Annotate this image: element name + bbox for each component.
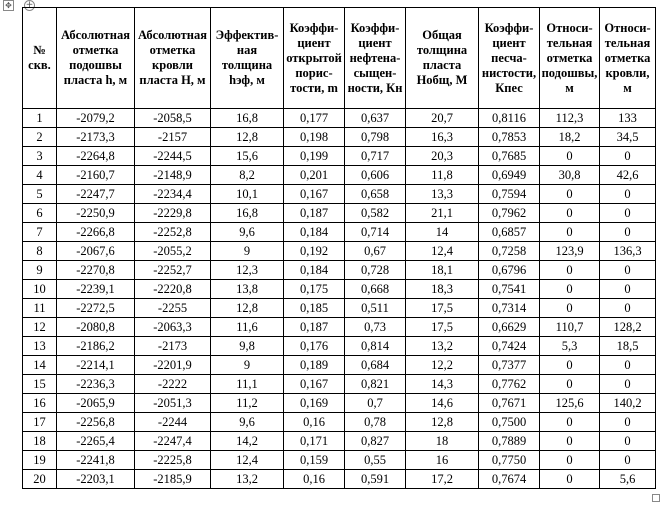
cell-total-thickness: 14	[406, 223, 479, 242]
cell-top-rel-mark: 0	[600, 299, 656, 318]
cell-effective-thickness: 9,6	[211, 413, 284, 432]
cell-sandiness: 0,7500	[479, 413, 540, 432]
cell-bottom-abs-mark: -2241,8	[57, 451, 135, 470]
cell-porosity: 0,187	[284, 204, 345, 223]
header-bottom-rel-mark: Относи-тельная отметка подошвы, м	[540, 8, 600, 109]
header-total-thickness: Общая толщина пласта Нобщ, М	[406, 8, 479, 109]
cell-top-rel-mark: 34,5	[600, 128, 656, 147]
cell-effective-thickness: 9	[211, 356, 284, 375]
cell-sandiness: 0,7750	[479, 451, 540, 470]
cell-sandiness: 0,7762	[479, 375, 540, 394]
cell-sandiness: 0,7962	[479, 204, 540, 223]
cell-total-thickness: 16	[406, 451, 479, 470]
cell-total-thickness: 12,4	[406, 242, 479, 261]
cell-effective-thickness: 10,1	[211, 185, 284, 204]
cell-porosity: 0,16	[284, 470, 345, 489]
table-row	[23, 356, 656, 375]
cell-porosity: 0,167	[284, 185, 345, 204]
cell-bottom-rel-mark: 0	[540, 261, 600, 280]
cell-sandiness: 0,7424	[479, 337, 540, 356]
cell-well-number: 3	[23, 147, 57, 166]
cell-bottom-abs-mark: -2067,6	[57, 242, 135, 261]
cell-oil-saturation: 0,714	[345, 223, 406, 242]
cell-oil-saturation: 0,684	[345, 356, 406, 375]
table-row	[23, 185, 656, 204]
cell-total-thickness: 12,2	[406, 356, 479, 375]
cell-porosity: 0,192	[284, 242, 345, 261]
cell-bottom-rel-mark: 0	[540, 280, 600, 299]
cell-well-number: 7	[23, 223, 57, 242]
cell-top-rel-mark: 0	[600, 147, 656, 166]
cell-bottom-abs-mark: -2214,1	[57, 356, 135, 375]
cell-top-rel-mark: 133	[600, 109, 656, 128]
cell-bottom-rel-mark: 0	[540, 356, 600, 375]
cell-effective-thickness: 11,2	[211, 394, 284, 413]
cell-total-thickness: 13,2	[406, 337, 479, 356]
cell-well-number: 12	[23, 318, 57, 337]
table-row	[23, 413, 656, 432]
cell-effective-thickness: 9	[211, 242, 284, 261]
cell-porosity: 0,189	[284, 356, 345, 375]
cell-bottom-abs-mark: -2186,2	[57, 337, 135, 356]
cell-bottom-abs-mark: -2266,8	[57, 223, 135, 242]
cell-bottom-rel-mark: 0	[540, 204, 600, 223]
table-row	[23, 261, 656, 280]
cell-bottom-abs-mark: -2079,2	[57, 109, 135, 128]
cell-effective-thickness: 16,8	[211, 204, 284, 223]
cell-effective-thickness: 12,3	[211, 261, 284, 280]
cell-total-thickness: 21,1	[406, 204, 479, 223]
cell-bottom-rel-mark: 123,9	[540, 242, 600, 261]
cell-bottom-rel-mark: 0	[540, 299, 600, 318]
cell-top-abs-mark: -2225,8	[135, 451, 211, 470]
cell-well-number: 10	[23, 280, 57, 299]
cell-top-rel-mark: 0	[600, 185, 656, 204]
cell-sandiness: 0,7314	[479, 299, 540, 318]
cell-total-thickness: 12,8	[406, 413, 479, 432]
cell-total-thickness: 14,6	[406, 394, 479, 413]
cell-well-number: 18	[23, 432, 57, 451]
header-top-abs-mark: Абсолютная отметка кровли пласта H, м	[135, 8, 211, 109]
header-well-number: № скв.	[23, 8, 57, 109]
cell-top-rel-mark: 140,2	[600, 394, 656, 413]
cell-bottom-abs-mark: -2270,8	[57, 261, 135, 280]
cell-bottom-rel-mark: 0	[540, 413, 600, 432]
cell-oil-saturation: 0,637	[345, 109, 406, 128]
cell-porosity: 0,184	[284, 223, 345, 242]
cell-effective-thickness: 12,4	[211, 451, 284, 470]
cell-oil-saturation: 0,55	[345, 451, 406, 470]
table-row	[23, 147, 656, 166]
table-row	[23, 318, 656, 337]
cell-top-rel-mark: 0	[600, 451, 656, 470]
cell-oil-saturation: 0,73	[345, 318, 406, 337]
cell-bottom-abs-mark: -2160,7	[57, 166, 135, 185]
cell-bottom-abs-mark: -2080,8	[57, 318, 135, 337]
cell-porosity: 0,171	[284, 432, 345, 451]
cell-top-abs-mark: -2058,5	[135, 109, 211, 128]
cell-top-abs-mark: -2220,8	[135, 280, 211, 299]
table-row	[23, 337, 656, 356]
cell-bottom-rel-mark: 0	[540, 185, 600, 204]
cell-top-rel-mark: 0	[600, 261, 656, 280]
cell-sandiness: 0,6796	[479, 261, 540, 280]
cell-well-number: 17	[23, 413, 57, 432]
cell-oil-saturation: 0,827	[345, 432, 406, 451]
cell-bottom-abs-mark: -2247,7	[57, 185, 135, 204]
cell-porosity: 0,184	[284, 261, 345, 280]
cell-sandiness: 0,6949	[479, 166, 540, 185]
cell-bottom-abs-mark: -2264,8	[57, 147, 135, 166]
cell-bottom-rel-mark: 112,3	[540, 109, 600, 128]
table-row	[23, 128, 656, 147]
table-body	[23, 109, 656, 489]
cell-bottom-rel-mark: 0	[540, 223, 600, 242]
cell-sandiness: 0,8116	[479, 109, 540, 128]
cell-porosity: 0,176	[284, 337, 345, 356]
cell-bottom-rel-mark: 0	[540, 375, 600, 394]
cell-well-number: 13	[23, 337, 57, 356]
cell-total-thickness: 18	[406, 432, 479, 451]
cell-top-abs-mark: -2252,8	[135, 223, 211, 242]
cell-porosity: 0,201	[284, 166, 345, 185]
cell-porosity: 0,199	[284, 147, 345, 166]
table-move-handle-icon[interactable]: ✥	[3, 0, 14, 11]
cell-top-abs-mark: -2234,4	[135, 185, 211, 204]
cell-bottom-rel-mark: 18,2	[540, 128, 600, 147]
cell-sandiness: 0,6857	[479, 223, 540, 242]
cell-top-abs-mark: -2157	[135, 128, 211, 147]
add-column-plus-icon[interactable]: +	[25, 0, 34, 10]
cell-oil-saturation: 0,668	[345, 280, 406, 299]
cell-top-rel-mark: 0	[600, 432, 656, 451]
cell-top-abs-mark: -2255	[135, 299, 211, 318]
cell-well-number: 1	[23, 109, 57, 128]
cell-bottom-abs-mark: -2239,1	[57, 280, 135, 299]
cell-sandiness: 0,7541	[479, 280, 540, 299]
cell-effective-thickness: 13,8	[211, 280, 284, 299]
table-row	[23, 280, 656, 299]
cell-oil-saturation: 0,67	[345, 242, 406, 261]
cell-sandiness: 0,7594	[479, 185, 540, 204]
cell-top-rel-mark: 0	[600, 356, 656, 375]
cell-total-thickness: 17,5	[406, 318, 479, 337]
header-effective-thickness: Эффектив-ная толщина hэф, м	[211, 8, 284, 109]
table-row	[23, 394, 656, 413]
cell-sandiness: 0,7889	[479, 432, 540, 451]
cell-top-abs-mark: -2051,3	[135, 394, 211, 413]
cell-bottom-rel-mark: 0	[540, 147, 600, 166]
header-top-rel-mark: Относи-тельная отметка кровли, м	[600, 8, 656, 109]
cell-oil-saturation: 0,717	[345, 147, 406, 166]
cell-porosity: 0,177	[284, 109, 345, 128]
cell-total-thickness: 11,8	[406, 166, 479, 185]
cell-top-abs-mark: -2244	[135, 413, 211, 432]
cell-effective-thickness: 9,8	[211, 337, 284, 356]
cell-porosity: 0,187	[284, 318, 345, 337]
cell-bottom-rel-mark: 30,8	[540, 166, 600, 185]
cell-oil-saturation: 0,78	[345, 413, 406, 432]
cell-bottom-rel-mark: 125,6	[540, 394, 600, 413]
cell-well-number: 9	[23, 261, 57, 280]
cell-well-number: 15	[23, 375, 57, 394]
cell-oil-saturation: 0,658	[345, 185, 406, 204]
cell-well-number: 20	[23, 470, 57, 489]
cell-oil-saturation: 0,821	[345, 375, 406, 394]
cell-sandiness: 0,6629	[479, 318, 540, 337]
cell-well-number: 2	[23, 128, 57, 147]
cell-oil-saturation: 0,582	[345, 204, 406, 223]
cell-top-rel-mark: 0	[600, 375, 656, 394]
cell-well-number: 16	[23, 394, 57, 413]
cell-total-thickness: 17,5	[406, 299, 479, 318]
cell-effective-thickness: 11,6	[211, 318, 284, 337]
header-porosity-coef: Коэффи-циент открытой порис-тости, m	[284, 8, 345, 109]
cell-oil-saturation: 0,7	[345, 394, 406, 413]
table-resize-handle-icon[interactable]	[652, 494, 660, 502]
cell-top-rel-mark: 0	[600, 204, 656, 223]
cell-top-abs-mark: -2222	[135, 375, 211, 394]
cell-effective-thickness: 14,2	[211, 432, 284, 451]
cell-total-thickness: 18,1	[406, 261, 479, 280]
cell-top-rel-mark: 18,5	[600, 337, 656, 356]
cell-sandiness: 0,7671	[479, 394, 540, 413]
table-row	[23, 242, 656, 261]
cell-total-thickness: 18,3	[406, 280, 479, 299]
cell-oil-saturation: 0,728	[345, 261, 406, 280]
cell-total-thickness: 17,2	[406, 470, 479, 489]
table-row	[23, 109, 656, 128]
table-row	[23, 166, 656, 185]
cell-top-abs-mark: -2247,4	[135, 432, 211, 451]
cell-effective-thickness: 15,6	[211, 147, 284, 166]
cell-top-rel-mark: 0	[600, 280, 656, 299]
cell-total-thickness: 20,7	[406, 109, 479, 128]
table-row	[23, 432, 656, 451]
table-row	[23, 299, 656, 318]
cell-top-abs-mark: -2185,9	[135, 470, 211, 489]
cell-porosity: 0,175	[284, 280, 345, 299]
cell-sandiness: 0,7258	[479, 242, 540, 261]
cell-effective-thickness: 12,8	[211, 299, 284, 318]
cell-effective-thickness: 9,6	[211, 223, 284, 242]
cell-oil-saturation: 0,798	[345, 128, 406, 147]
cell-total-thickness: 14,3	[406, 375, 479, 394]
cell-top-abs-mark: -2201,9	[135, 356, 211, 375]
cell-top-abs-mark: -2252,7	[135, 261, 211, 280]
cell-top-rel-mark: 5,6	[600, 470, 656, 489]
cell-well-number: 19	[23, 451, 57, 470]
table-row	[23, 223, 656, 242]
cell-porosity: 0,159	[284, 451, 345, 470]
table-row	[23, 451, 656, 470]
cell-top-rel-mark: 0	[600, 223, 656, 242]
table-row	[23, 204, 656, 223]
cell-well-number: 4	[23, 166, 57, 185]
cell-total-thickness: 16,3	[406, 128, 479, 147]
cell-bottom-abs-mark: -2203,1	[57, 470, 135, 489]
cell-bottom-rel-mark: 0	[540, 451, 600, 470]
cell-porosity: 0,198	[284, 128, 345, 147]
cell-bottom-rel-mark: 0	[540, 432, 600, 451]
cell-sandiness: 0,7853	[479, 128, 540, 147]
cell-bottom-abs-mark: -2250,9	[57, 204, 135, 223]
cell-oil-saturation: 0,814	[345, 337, 406, 356]
header-oil-saturation-coef: Коэффи-циент нефтена-сыщен-ности, Кн	[345, 8, 406, 109]
cell-well-number: 5	[23, 185, 57, 204]
cell-sandiness: 0,7377	[479, 356, 540, 375]
cell-top-abs-mark: -2229,8	[135, 204, 211, 223]
table-row	[23, 470, 656, 489]
cell-well-number: 14	[23, 356, 57, 375]
cell-top-rel-mark: 42,6	[600, 166, 656, 185]
cell-bottom-rel-mark: 5,3	[540, 337, 600, 356]
cell-bottom-abs-mark: -2236,3	[57, 375, 135, 394]
cell-total-thickness: 20,3	[406, 147, 479, 166]
cell-top-abs-mark: -2148,9	[135, 166, 211, 185]
cell-bottom-abs-mark: -2256,8	[57, 413, 135, 432]
cell-effective-thickness: 8,2	[211, 166, 284, 185]
cell-bottom-rel-mark: 110,7	[540, 318, 600, 337]
table-row	[23, 375, 656, 394]
cell-porosity: 0,167	[284, 375, 345, 394]
cell-well-number: 6	[23, 204, 57, 223]
cell-top-abs-mark: -2055,2	[135, 242, 211, 261]
cell-effective-thickness: 11,1	[211, 375, 284, 394]
header-row	[23, 8, 656, 109]
cell-porosity: 0,169	[284, 394, 345, 413]
cell-bottom-abs-mark: -2265,4	[57, 432, 135, 451]
cell-top-abs-mark: -2244,5	[135, 147, 211, 166]
cell-bottom-abs-mark: -2173,3	[57, 128, 135, 147]
header-sandiness-coef: Коэффи-циент песча-нистости, Кпес	[479, 8, 540, 109]
cell-bottom-abs-mark: -2065,9	[57, 394, 135, 413]
header-bottom-abs-mark: Абсолютная отметка подошвы пласта h, м	[57, 8, 135, 109]
cell-oil-saturation: 0,511	[345, 299, 406, 318]
cell-porosity: 0,16	[284, 413, 345, 432]
cell-top-rel-mark: 0	[600, 413, 656, 432]
wells-data-table	[22, 7, 656, 489]
cell-oil-saturation: 0,606	[345, 166, 406, 185]
cell-top-rel-mark: 128,2	[600, 318, 656, 337]
cell-total-thickness: 13,3	[406, 185, 479, 204]
cell-effective-thickness: 13,2	[211, 470, 284, 489]
cell-porosity: 0,185	[284, 299, 345, 318]
cell-sandiness: 0,7674	[479, 470, 540, 489]
cell-top-rel-mark: 136,3	[600, 242, 656, 261]
cell-well-number: 11	[23, 299, 57, 318]
cell-bottom-abs-mark: -2272,5	[57, 299, 135, 318]
cell-sandiness: 0,7685	[479, 147, 540, 166]
cell-top-abs-mark: -2173	[135, 337, 211, 356]
cell-oil-saturation: 0,591	[345, 470, 406, 489]
cell-effective-thickness: 12,8	[211, 128, 284, 147]
cell-effective-thickness: 16,8	[211, 109, 284, 128]
cell-well-number: 8	[23, 242, 57, 261]
cell-top-abs-mark: -2063,3	[135, 318, 211, 337]
cell-bottom-rel-mark: 0	[540, 470, 600, 489]
